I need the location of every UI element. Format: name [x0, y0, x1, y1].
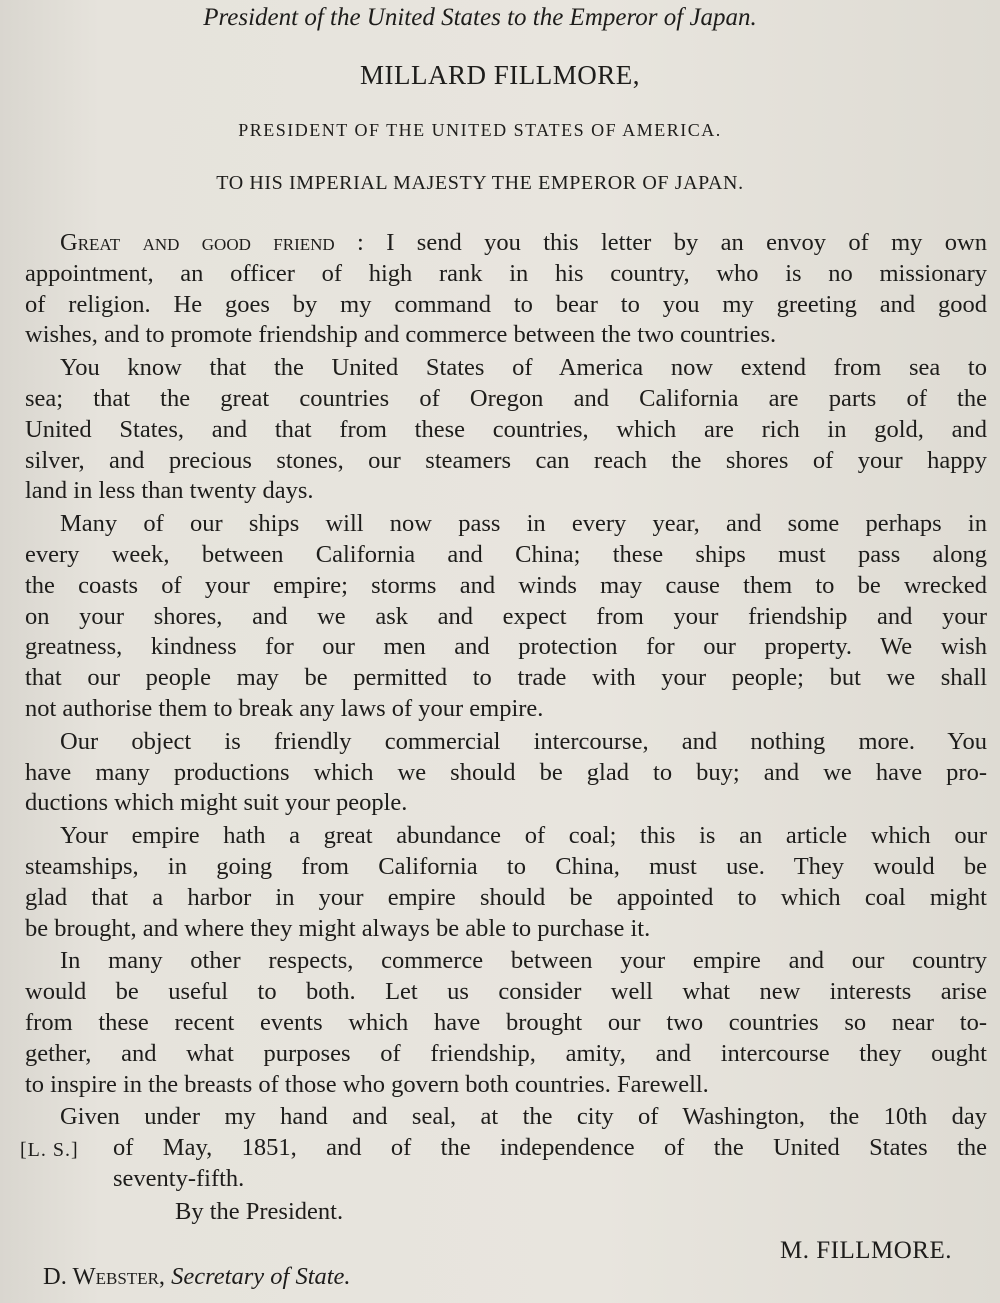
paragraph [25, 228, 987, 351]
signature-block [25, 1228, 987, 1298]
sender-name: MILLARD FILLMORE, [360, 60, 640, 90]
paragraph [25, 509, 987, 725]
president-signature: M. FILLMORE. [780, 1236, 952, 1264]
text-line: land in less than twenty days. [25, 477, 314, 505]
text-line: the coasts of your empire; storms and winds may cause them to be wrecked [25, 571, 987, 599]
text-line: Our object is friendly commercial intercourse, and nothing more. You [60, 727, 987, 755]
text-line: greatness, kindness for our men and protection for our property. We wish [25, 633, 987, 661]
text-line: not authorise them to break any laws of your empire. [25, 694, 544, 722]
text-line: from these recent events which have brought our two countries so near to- [25, 1008, 987, 1036]
paragraph [25, 946, 987, 1100]
text-line: to inspire in the breasts of those who govern both countries. Farewell. [25, 1070, 709, 1098]
seal-mark: [L. S.] [20, 1139, 79, 1162]
text-line: silver, and precious stones, our steamers can reach the shores of your happy [25, 446, 987, 474]
text-line: of May, 1851, and of the independence of the United States the [113, 1134, 987, 1162]
text-line: Great and good friend : I send you this letter by an envoy of my own [60, 229, 988, 256]
text-line: on your shores, and we ask and expect from your friendship and your [25, 602, 987, 630]
text-line: every week, between California and China; these ships must pass along [25, 540, 987, 568]
text-line: United States, and that from these countries, which are rich in gold, and [25, 415, 987, 443]
text-line: have many productions which we should be glad to buy; and we have pro- [25, 758, 987, 786]
text-line: seventy-fifth. [113, 1164, 245, 1192]
paragraph [25, 821, 987, 944]
text-line: steamships, in going from California to China, must use. They would be [25, 852, 987, 880]
text-line: of religion. He goes by my command to bear to you my greeting and good [25, 290, 987, 318]
salutation: Great and good friend [60, 229, 335, 256]
secretary-title: Secretary of State. [171, 1262, 351, 1290]
text-line: Many of our ships will now pass in every year, and some perhaps in [60, 510, 987, 538]
secretary-name: D. Webster, [43, 1262, 166, 1290]
text-line: gether, and what purposes of friendship, amity, and intercourse they ought [25, 1039, 987, 1067]
text-line: sea; that the great countries of Oregon and California are parts of the [25, 384, 987, 412]
countersignature [43, 1262, 351, 1293]
text-line: wishes, and to promote friendship and commerce between the two countries. [25, 321, 777, 349]
by-the-president: By the President. [175, 1197, 344, 1225]
sender-title: PRESIDENT OF THE UNITED STATES OF AMERICA. [238, 120, 722, 140]
letter-body [20, 228, 988, 1298]
text-line: be brought, and where they might always be able to purchase it. [25, 914, 651, 942]
text-line: Your empire hath a great abundance of coal; this is an article which our [60, 822, 987, 850]
text-line: would be useful to both. Let us consider well what new interests arise [25, 978, 987, 1006]
text-line: glad that a harbor in your empire should be appointed to which coal might [25, 883, 987, 911]
text-line: appointment, an officer of high rank in his country, who is no missionary [25, 259, 987, 287]
line-text: I send you this letter by an envoy of my own [386, 229, 988, 256]
paragraph [25, 727, 987, 819]
text-line: You know that the United States of America now extend from sea to [60, 354, 987, 382]
running-head: President of the United States to the Emperor of Japan. [203, 4, 757, 31]
paragraph [25, 353, 987, 507]
text-line: ductions which might suit your people. [25, 789, 408, 817]
addressee: TO HIS IMPERIAL MAJESTY THE EMPEROR OF JAPAN. [216, 172, 744, 194]
text-line: that our people may be permitted to trade with your people; but we shall [25, 664, 987, 692]
text-line: In many other respects, commerce between your empire and our country [60, 947, 987, 975]
text-line: Given under my hand and seal, at the city of Washington, the 10th day [60, 1103, 987, 1131]
dateline [20, 1102, 987, 1194]
